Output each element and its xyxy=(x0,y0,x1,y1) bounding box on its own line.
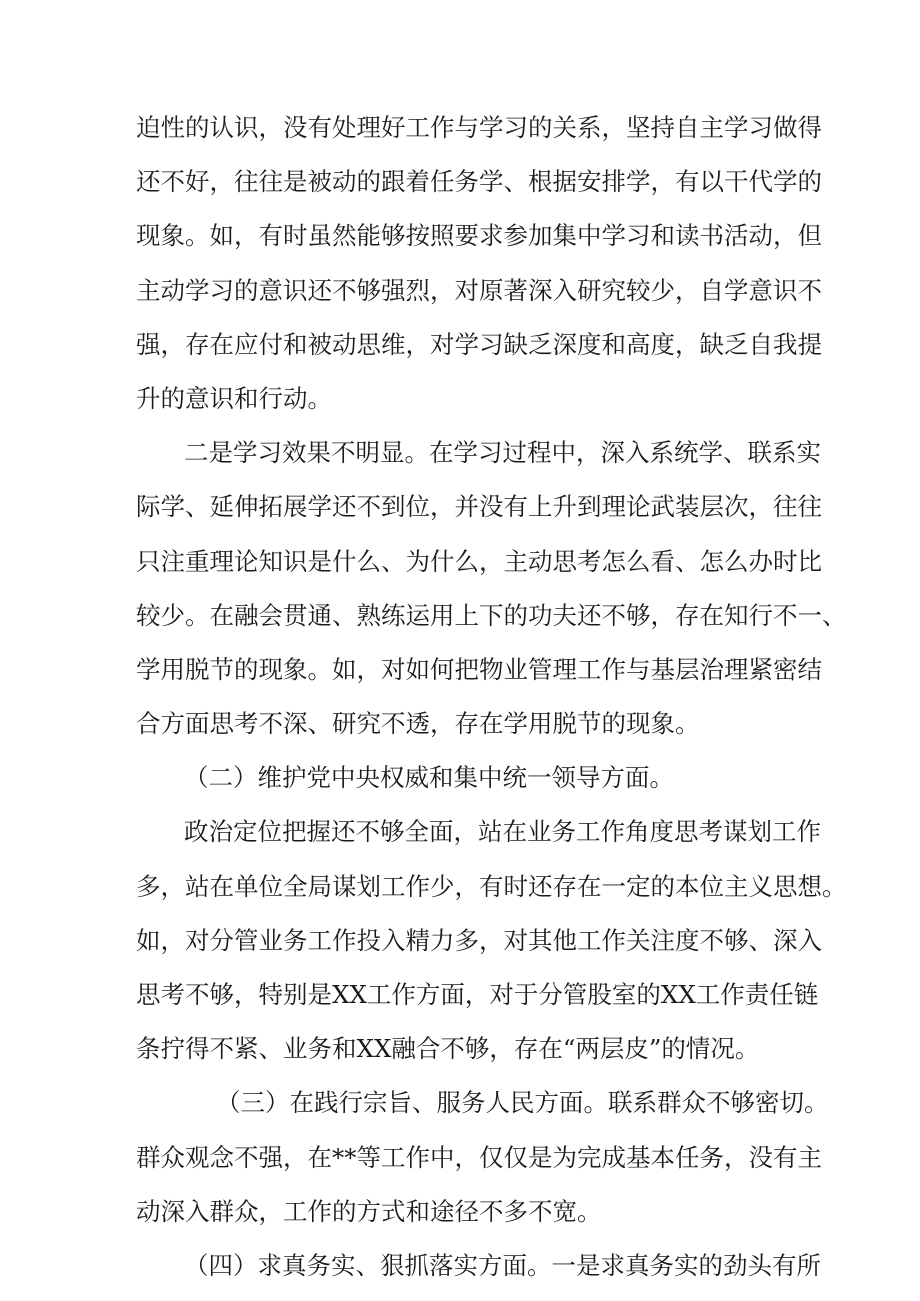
text-line: 现象。如，有时虽然能够按照要求参加集中学习和读书活动，但 xyxy=(136,221,822,251)
text-line: 合方面思考不深、研究不透，存在学用脱节的现象。 xyxy=(136,709,700,739)
paragraph-start-line: 政治定位把握还不够全面，站在业务工作角度思考谋划工作 xyxy=(184,817,821,847)
text-line: 只注重理论知识是什么、为什么，主动思考怎么看、怎么办时比 xyxy=(136,546,822,576)
document-body xyxy=(136,101,847,1293)
text-line: 迫性的认识，没有处理好工作与学习的关系，坚持自主学习做得 xyxy=(136,113,822,142)
section-heading-3: （三）在践行宗旨、服务人民方面。联系群众不够密切。 xyxy=(216,1088,829,1118)
text-line: 强，存在应付和被动思维，对学习缺乏深度和高度，缺乏自我提 xyxy=(136,329,822,359)
text-line: 升的意识和行动。 xyxy=(136,383,332,413)
text-line: 条拧得不紧、业务和XX融合不够，存在“两层皮”的情况。 xyxy=(136,1034,760,1064)
paragraph-start-line: 二是学习效果不明显。在学习过程中，深入系统学、联系实 xyxy=(184,438,821,468)
text-line: 思考不够，特别是XX工作方面，对于分管股室的XX工作责任链 xyxy=(136,980,819,1009)
text-line: 际学、延伸拓展学还不到位，并没有上升到理论武装层次，往往 xyxy=(136,492,822,522)
text-line: 多，站在单位全局谋划工作少，有时还存在一定的本位主义思想。 xyxy=(136,871,847,901)
text-line: 群众观念不强，在**等工作中，仅仅是为完成基本任务，没有主 xyxy=(136,1142,822,1172)
text-line: 主动学习的意识还不够强烈，对原著深入研究较少，自学意识不 xyxy=(136,275,822,305)
text-line: 还不好，往往是被动的跟着任务学、根据安排学，有以干代学的 xyxy=(136,167,822,197)
text-line: 动深入群众，工作的方式和途径不多不宽。 xyxy=(136,1196,602,1226)
section-heading-2: （二）维护党中央权威和集中统一领导方面。 xyxy=(184,763,674,793)
text-line: 学用脱节的现象。如，对如何把物业管理工作与基层治理紧密结 xyxy=(136,654,822,684)
text-line: 如，对分管业务工作投入精力多，对其他工作关注度不够、深入 xyxy=(136,925,822,955)
section-heading-4: （四）求真务实、狠抓落实方面。一是求真务实的劲头有所 xyxy=(184,1250,821,1280)
text-line: 较少。在融会贯通、熟练运用上下的功夫还不够，存在知行不一、 xyxy=(136,600,847,630)
